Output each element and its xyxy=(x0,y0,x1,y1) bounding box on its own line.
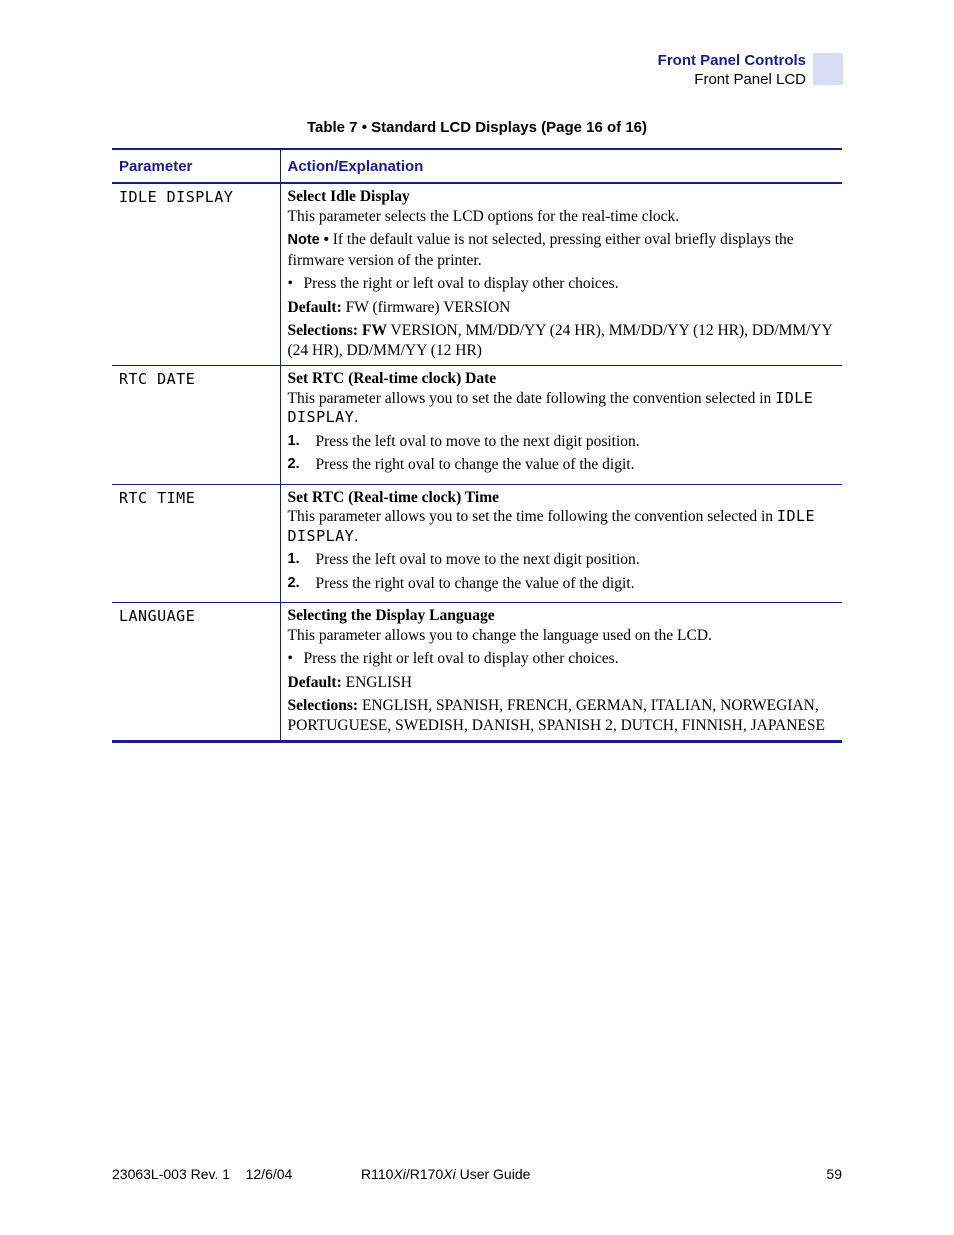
row-title: Set RTC (Real-time clock) Date xyxy=(287,370,497,387)
row-title: Select Idle Display xyxy=(287,188,410,205)
note-label: Note • xyxy=(287,232,329,248)
action-cell xyxy=(280,183,842,366)
selections-line xyxy=(288,321,836,360)
row-description: This parameter allows you to change the language used on the LCD. xyxy=(287,626,712,644)
parameter-name: LANGUAGE xyxy=(119,607,196,625)
row-title: Set RTC (Real-time clock) Time xyxy=(287,488,500,506)
bullet-item xyxy=(288,649,836,669)
row-title: Selecting the Display Language xyxy=(287,607,495,624)
bullet-text: Press the right or left oval to display other choices. xyxy=(303,650,619,667)
bullet-icon: • xyxy=(287,650,293,667)
step-text: Press the left oval to move to the next digit position. xyxy=(315,551,640,568)
default-label: Default: xyxy=(287,673,342,691)
parameter-cell xyxy=(112,183,280,366)
row-description: This parameter allows you to set the date following the convention selected in xyxy=(287,389,776,407)
selections-value: VERSION, MM/DD/YY (24 HR), MM/DD/YY (12 HR), DD/MM/YY (24 HR), DD/MM/YY (12 HR) xyxy=(287,322,833,359)
table-header-row xyxy=(112,149,842,183)
step-item xyxy=(288,432,836,452)
parameter-name: RTC TIME xyxy=(119,488,196,507)
description-end: . xyxy=(354,527,359,545)
description-reference: IDLE DISPLAY xyxy=(287,388,814,426)
step-item xyxy=(288,550,836,570)
table-caption: Table 7 • Standard LCD Displays (Page 16 of 16) xyxy=(306,119,648,136)
parameter-cell xyxy=(112,484,280,603)
parameter-name: IDLE DISPLAY xyxy=(119,188,234,206)
action-cell xyxy=(280,484,842,603)
default-line xyxy=(288,673,836,693)
note xyxy=(288,230,836,270)
bullet-item xyxy=(288,274,836,294)
table-row xyxy=(112,603,842,742)
step-number: 1. xyxy=(287,551,300,567)
page-header xyxy=(658,52,806,89)
default-value: ENGLISH xyxy=(341,673,412,691)
bullet-text: Press the right or left oval to display other choices. xyxy=(303,275,619,292)
header-subsection-title: Front Panel LCD xyxy=(694,71,806,88)
column-header-parameter: Parameter xyxy=(112,149,280,183)
step-number: 2. xyxy=(287,456,300,472)
row-description: This parameter selects the LCD options for the real-time clock. xyxy=(287,207,680,225)
bullet-icon: • xyxy=(287,275,293,292)
step-number: 2. xyxy=(287,574,300,591)
selections-value: ENGLISH, SPANISH, FRENCH, GERMAN, ITALIAN, NORWEGIAN, PORTUGUESE, SWEDISH, DANISH, SPANISH 2, DUTCH, FINNISH, JAPANESE xyxy=(287,697,825,734)
step-text: Press the right oval to change the value of the digit. xyxy=(315,574,635,592)
step-number: 1. xyxy=(287,432,300,449)
lcd-displays-table xyxy=(112,148,842,743)
action-cell xyxy=(280,366,842,485)
description-end: . xyxy=(354,409,359,426)
default-value: FW (firmware) VERSION xyxy=(341,298,511,316)
step-item xyxy=(288,574,836,594)
column-header-action: Action/Explanation xyxy=(280,149,842,183)
default-label: Default: xyxy=(287,298,342,316)
footer-page-number: 59 xyxy=(826,1166,842,1182)
note-text: If the default value is not selected, pressing either oval briefly displays the firmware version of the printer. xyxy=(287,231,794,269)
selections-label: Selections: xyxy=(287,697,359,714)
parameter-cell xyxy=(112,603,280,742)
chapter-tab-marker xyxy=(813,53,843,85)
header-section-title: Front Panel Controls xyxy=(657,52,806,69)
action-cell xyxy=(280,603,842,742)
step-item xyxy=(288,455,836,475)
step-text: Press the right oval to change the value of the digit. xyxy=(315,456,635,473)
table-row xyxy=(112,366,842,485)
selections-label: Selections: FW xyxy=(287,322,387,339)
footer-doc-number: 23063L-003 Rev. 1 12/6/04 xyxy=(112,1166,293,1182)
parameter-name: RTC DATE xyxy=(119,370,196,388)
parameter-cell xyxy=(112,366,280,485)
default-line xyxy=(288,298,836,318)
footer-guide-title: R110Xi/R170Xi User Guide xyxy=(361,1166,531,1182)
table-row xyxy=(112,484,842,603)
description-reference: IDLE DISPLAY xyxy=(287,507,816,545)
table-row xyxy=(112,183,842,366)
step-text: Press the left oval to move to the next digit position. xyxy=(315,432,640,450)
selections-line xyxy=(288,696,836,735)
row-description: This parameter allows you to set the time following the convention selected in xyxy=(287,508,777,525)
